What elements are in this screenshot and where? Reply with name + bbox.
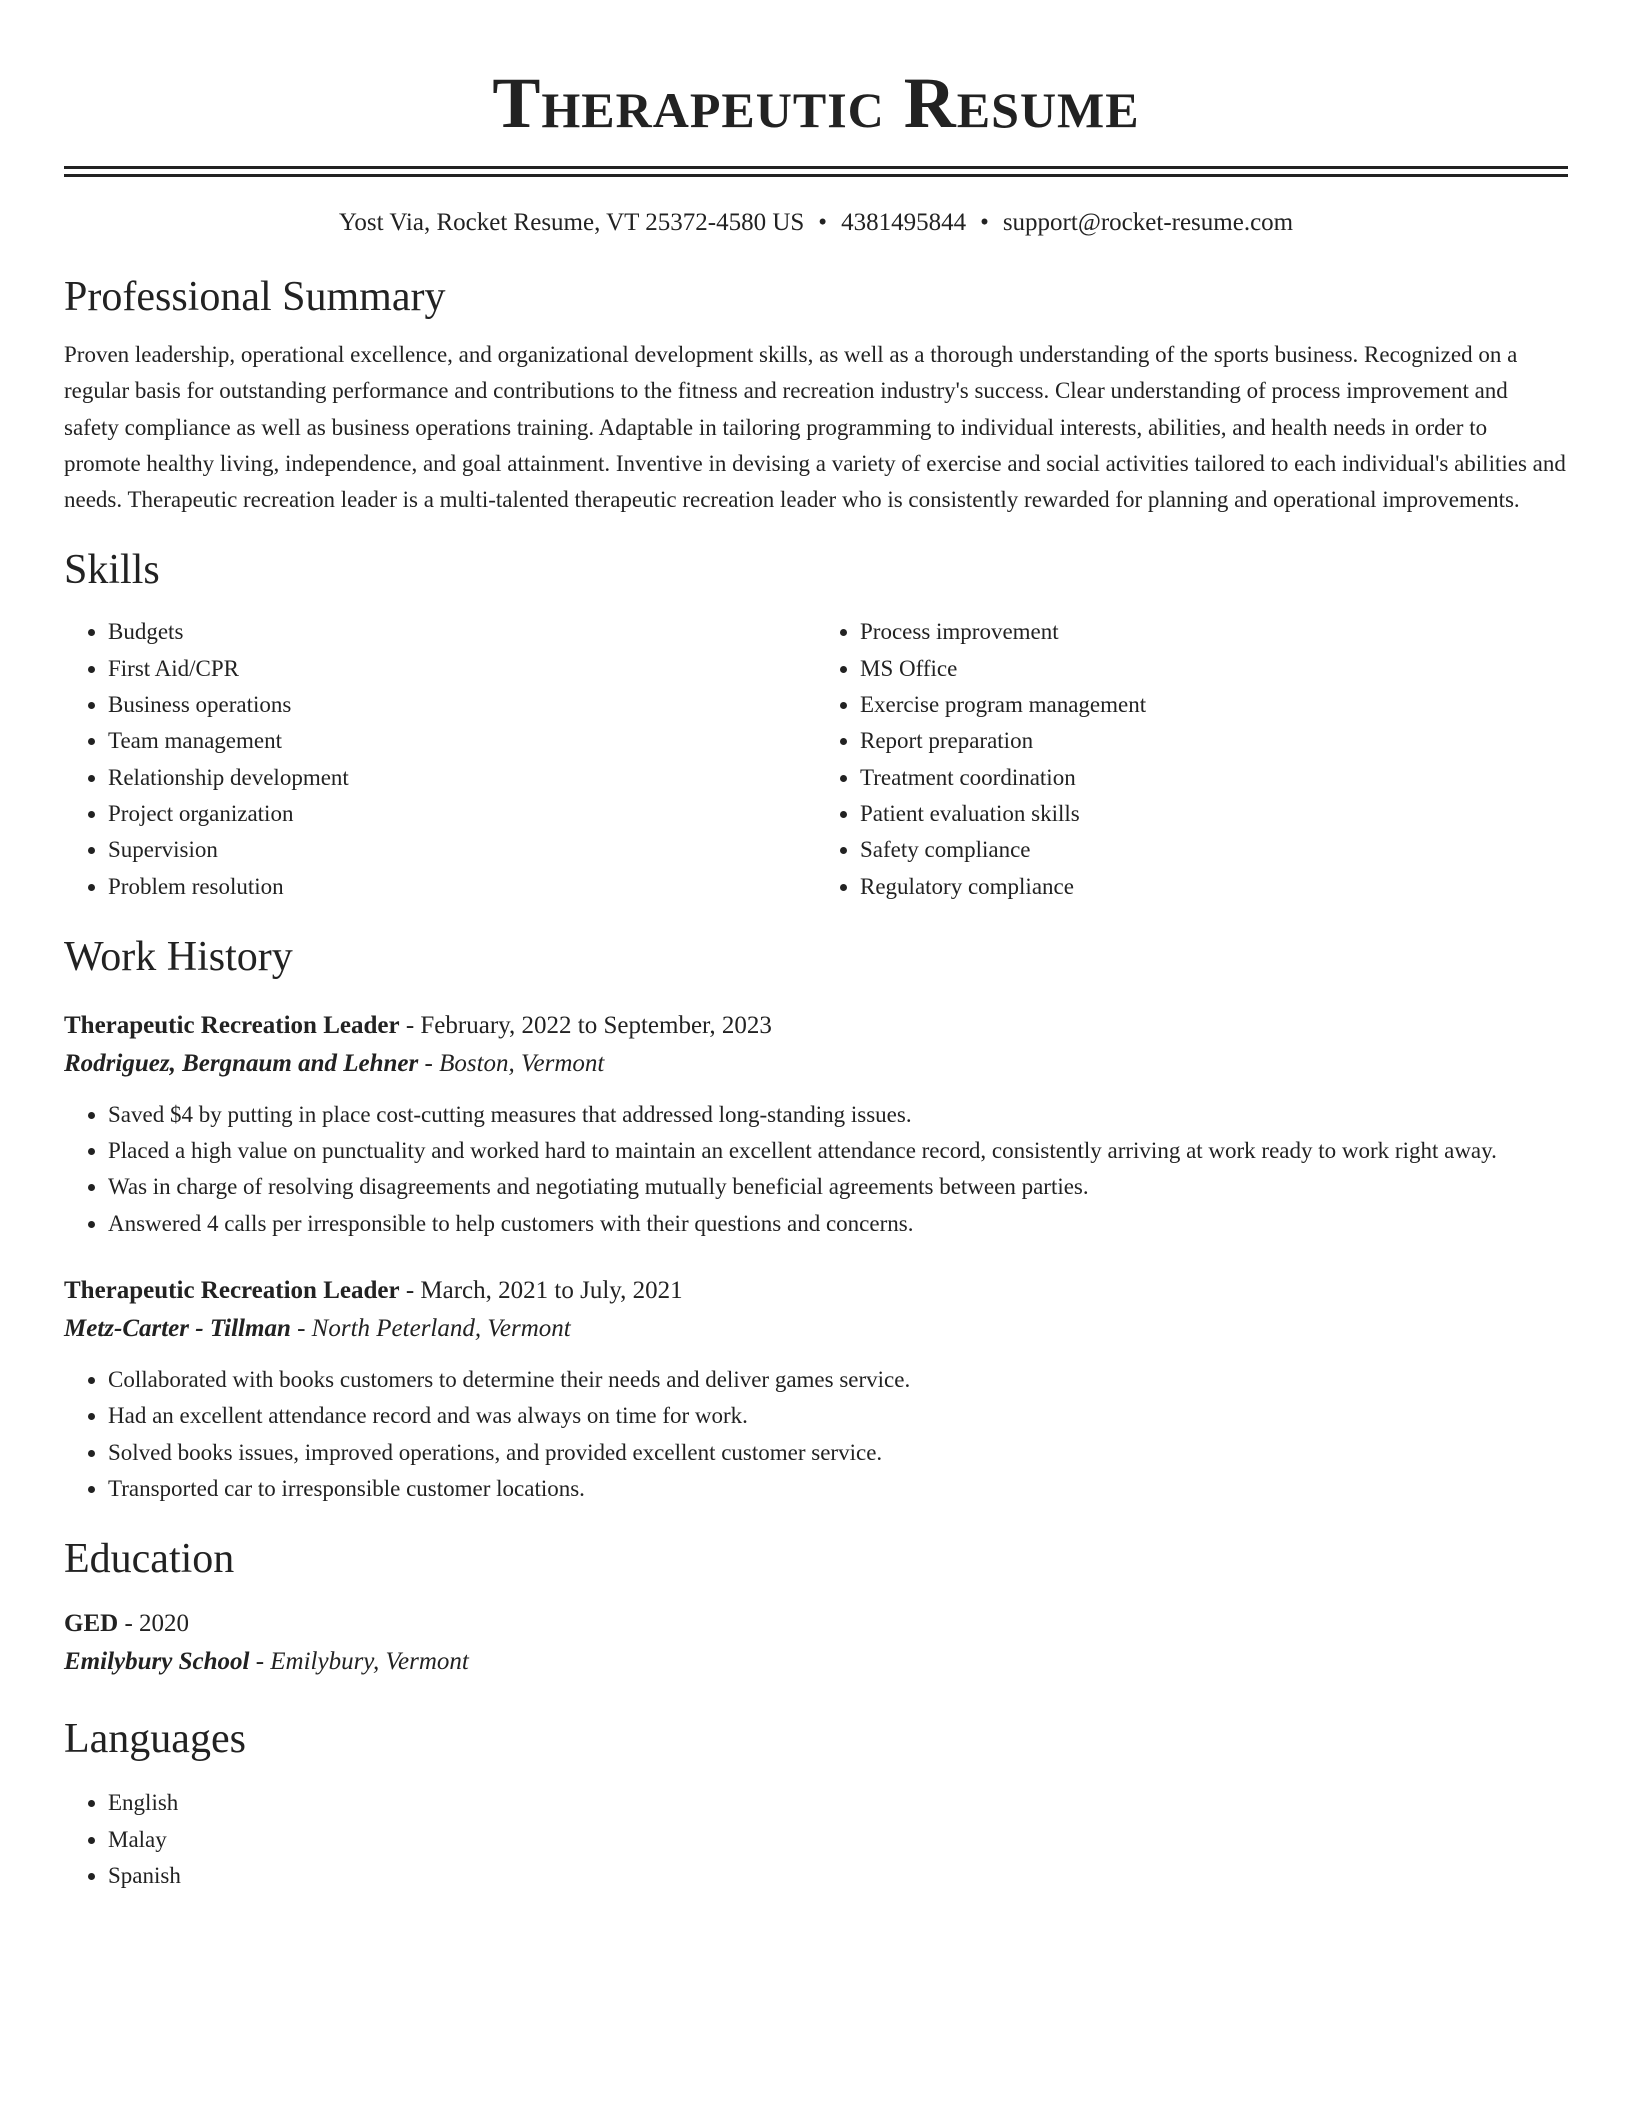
education-location: - Emilybury, Vermont: [249, 1648, 469, 1676]
skill-item: • Project organization: [108, 796, 816, 832]
education-degree: GED: [64, 1610, 119, 1638]
job-location: - Boston, Vermont: [418, 1049, 605, 1077]
contact-email: support@rocket-resume.com: [1002, 209, 1294, 236]
education-year: - 2020: [118, 1610, 190, 1638]
education-school: Emilybury School: [64, 1648, 250, 1676]
resume-title: Therapeutic Resume: [492, 63, 1140, 143]
job-company: Metz-Carter - Tillman: [64, 1315, 291, 1343]
skill-item: • Business operations: [108, 687, 816, 723]
contact-separator: •: [818, 209, 828, 236]
skill-item: • Patient evaluation skills: [860, 796, 1568, 832]
skill-item: • Regulatory compliance: [860, 869, 1568, 905]
job-employer: [64, 1045, 1568, 1083]
job-bullet: • Had an excellent attendance record and was always on time for work.: [108, 1398, 1568, 1434]
job-role: Therapeutic Recreation Leader: [64, 1277, 400, 1305]
job-bullet: • Answered 4 calls per irresponsible to help customers with their questions and concerns.: [108, 1206, 1568, 1242]
skill-item: • Process improvement: [860, 614, 1568, 650]
contact-phone: 4381495844: [841, 209, 967, 236]
job-bullets: [64, 1097, 1568, 1242]
education-degree-line: [64, 1605, 1568, 1643]
languages-list: [64, 1785, 1568, 1894]
job-entry: [64, 1007, 1568, 1242]
language-item: • Spanish: [108, 1858, 1568, 1894]
job-bullet: • Placed a high value on punctuality and worked hard to maintain an excellent attendance record, consistently arriving at work ready to work right away.: [108, 1133, 1568, 1169]
skill-item: • Team management: [108, 723, 816, 759]
job-bullet: • Saved $4 by putting in place cost-cutting measures that addressed long-standing issues.: [108, 1097, 1568, 1133]
skills-grid: [64, 614, 1568, 904]
language-item: • English: [108, 1785, 1568, 1821]
skills-left-column: [64, 614, 816, 904]
job-employer: [64, 1310, 1568, 1348]
summary-heading: Professional Summary: [64, 274, 446, 320]
job-role: Therapeutic Recreation Leader: [64, 1011, 400, 1039]
job-dates: - February, 2022 to September, 2023: [399, 1011, 772, 1039]
job-bullet: • Solved books issues, improved operations, and provided excellent customer service.: [108, 1435, 1568, 1471]
job-bullets: [64, 1362, 1568, 1507]
skill-item: • Budgets: [108, 614, 816, 650]
work-history-heading: Work History: [64, 933, 293, 980]
education-heading: Education: [64, 1536, 235, 1583]
education-school-line: [64, 1643, 1568, 1681]
resume-page: [64, 0, 1568, 1894]
skills-right-column: [816, 614, 1568, 904]
skill-item: • Supervision: [108, 832, 816, 868]
language-item: • Malay: [108, 1822, 1568, 1858]
skill-item: • Problem resolution: [108, 869, 816, 905]
skill-item: • Exercise program management: [860, 687, 1568, 723]
job-bullet: • Transported car to irresponsible customer locations.: [108, 1471, 1568, 1507]
job-bullet: • Collaborated with books customers to determine their needs and deliver games service.: [108, 1362, 1568, 1398]
skill-item: • First Aid/CPR: [108, 651, 816, 687]
skills-heading: Skills: [64, 547, 160, 594]
job-company: Rodriguez, Bergnaum and Lehner: [64, 1049, 419, 1077]
contact-address: Yost Via, Rocket Resume, VT 25372-4580 US: [338, 209, 805, 236]
contact-separator: •: [980, 209, 989, 236]
languages-heading: Languages: [64, 1716, 246, 1763]
title-double-rule: [64, 166, 1568, 177]
skill-item: • Treatment coordination: [860, 760, 1568, 796]
education-entry: [64, 1605, 1568, 1681]
job-bullet: • Was in charge of resolving disagreements and negotiating mutually beneficial agreements between parties.: [108, 1169, 1568, 1205]
job-header: [64, 1272, 1568, 1310]
skill-item: • Safety compliance: [860, 832, 1568, 868]
skill-item: • MS Office: [860, 651, 1568, 687]
job-location: - North Peterland, Vermont: [290, 1315, 571, 1343]
skill-item: • Relationship development: [108, 760, 816, 796]
job-entry: [64, 1272, 1568, 1507]
contact-line: [64, 207, 1568, 239]
job-dates: - March, 2021 to July, 2021: [399, 1277, 683, 1305]
job-header: [64, 1007, 1568, 1045]
summary-text: Proven leadership, operational excellence, and organizational development skills, as well as a thorough understanding of the sports business. Recognized on a regular basis for outstanding performance and contributions to the fitness and recreation industry's success. Clear understanding of process improvement and safety compliance as well as business operations training. Adaptable in tailoring programming to individual interests, abilities, and health needs in order to promote healthy living, independence, and goal attainment. Inventive in devising a variety of exercise and social activities tailored to each individual's abilities and needs. Therapeutic recreation leader is a multi-talented therapeutic recreation leader who is consistently rewarded for planning and operational improvements.: [64, 342, 1566, 513]
skill-item: • Report preparation: [860, 723, 1568, 759]
